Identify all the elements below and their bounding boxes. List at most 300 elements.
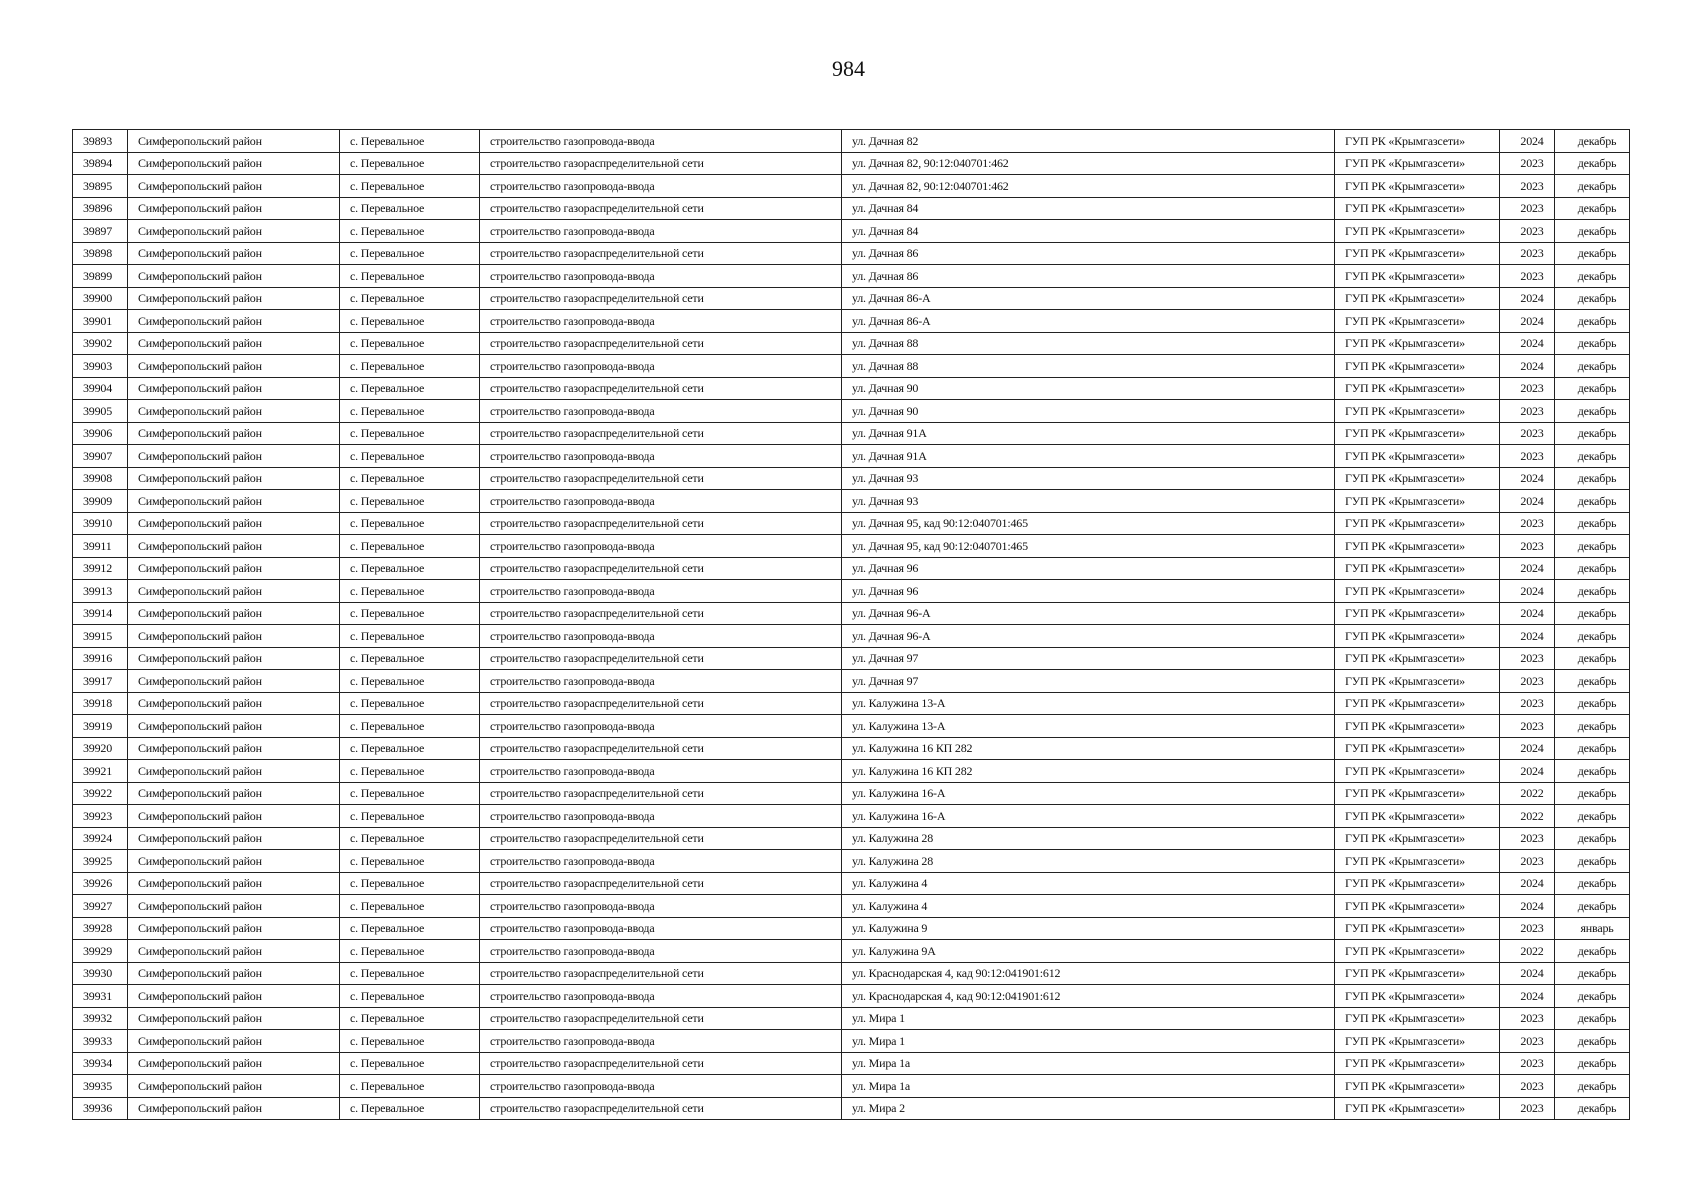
table-row — [73, 265, 1630, 288]
settlement-cell: с. Перевальное — [340, 130, 480, 153]
month-cell: декабрь — [1555, 1097, 1630, 1120]
row-number-cell: 39921 — [73, 760, 128, 783]
month-cell: декабрь — [1555, 1052, 1630, 1075]
district-cell: Симферопольский район — [128, 310, 340, 333]
organization-cell: ГУП РК «Крымгазсети» — [1335, 355, 1500, 378]
address-cell: ул. Дачная 93 — [842, 467, 1335, 490]
year-cell: 2022 — [1500, 805, 1555, 828]
district-cell: Симферопольский район — [128, 602, 340, 625]
table-row — [73, 647, 1630, 670]
settlement-cell: с. Перевальное — [340, 265, 480, 288]
year-cell: 2023 — [1500, 1007, 1555, 1030]
settlement-cell: с. Перевальное — [340, 512, 480, 535]
table-row — [73, 490, 1630, 513]
address-cell: ул. Дачная 95, кад 90:12:040701:465 — [842, 512, 1335, 535]
table-row — [73, 917, 1630, 940]
district-cell: Симферопольский район — [128, 512, 340, 535]
work-type-cell: строительство газораспределительной сети — [480, 287, 842, 310]
settlement-cell: с. Перевальное — [340, 445, 480, 468]
table-row — [73, 197, 1630, 220]
settlement-cell: с. Перевальное — [340, 985, 480, 1008]
row-number-cell: 39904 — [73, 377, 128, 400]
row-number-cell: 39922 — [73, 782, 128, 805]
address-cell: ул. Дачная 84 — [842, 220, 1335, 243]
work-type-cell: строительство газопровода-ввода — [480, 985, 842, 1008]
address-cell: ул. Дачная 86-А — [842, 310, 1335, 333]
row-number-cell: 39930 — [73, 962, 128, 985]
settlement-cell: с. Перевальное — [340, 962, 480, 985]
district-cell: Симферопольский район — [128, 242, 340, 265]
table-row — [73, 355, 1630, 378]
table-row — [73, 580, 1630, 603]
district-cell: Симферопольский район — [128, 287, 340, 310]
organization-cell: ГУП РК «Крымгазсети» — [1335, 422, 1500, 445]
table-row — [73, 557, 1630, 580]
registry-table — [72, 129, 1630, 1120]
table-row — [73, 400, 1630, 423]
row-number-cell: 39927 — [73, 895, 128, 918]
month-cell: декабрь — [1555, 355, 1630, 378]
address-cell: ул. Калужина 16-А — [842, 782, 1335, 805]
address-cell: ул. Мира 1 — [842, 1030, 1335, 1053]
year-cell: 2023 — [1500, 535, 1555, 558]
year-cell: 2023 — [1500, 827, 1555, 850]
table-row — [73, 1052, 1630, 1075]
table-row — [73, 872, 1630, 895]
year-cell: 2022 — [1500, 940, 1555, 963]
settlement-cell: с. Перевальное — [340, 602, 480, 625]
settlement-cell: с. Перевальное — [340, 715, 480, 738]
organization-cell: ГУП РК «Крымгазсети» — [1335, 400, 1500, 423]
settlement-cell: с. Перевальное — [340, 152, 480, 175]
organization-cell: ГУП РК «Крымгазсети» — [1335, 130, 1500, 153]
work-type-cell: строительство газораспределительной сети — [480, 1097, 842, 1120]
organization-cell: ГУП РК «Крымгазсети» — [1335, 467, 1500, 490]
settlement-cell: с. Перевальное — [340, 332, 480, 355]
settlement-cell: с. Перевальное — [340, 580, 480, 603]
year-cell: 2024 — [1500, 602, 1555, 625]
row-number-cell: 39894 — [73, 152, 128, 175]
district-cell: Симферопольский район — [128, 985, 340, 1008]
district-cell: Симферопольский район — [128, 332, 340, 355]
address-cell: ул. Дачная 86 — [842, 265, 1335, 288]
row-number-cell: 39917 — [73, 670, 128, 693]
district-cell: Симферопольский район — [128, 152, 340, 175]
month-cell: декабрь — [1555, 737, 1630, 760]
row-number-cell: 39928 — [73, 917, 128, 940]
table-row — [73, 332, 1630, 355]
organization-cell: ГУП РК «Крымгазсети» — [1335, 1030, 1500, 1053]
organization-cell: ГУП РК «Крымгазсети» — [1335, 310, 1500, 333]
organization-cell: ГУП РК «Крымгазсети» — [1335, 647, 1500, 670]
address-cell: ул. Калужина 9 — [842, 917, 1335, 940]
work-type-cell: строительство газопровода-ввода — [480, 400, 842, 423]
table-row — [73, 1007, 1630, 1030]
month-cell: декабрь — [1555, 715, 1630, 738]
year-cell: 2023 — [1500, 1030, 1555, 1053]
organization-cell: ГУП РК «Крымгазсети» — [1335, 242, 1500, 265]
table-row — [73, 737, 1630, 760]
work-type-cell: строительство газопровода-ввода — [480, 850, 842, 873]
work-type-cell: строительство газопровода-ввода — [480, 625, 842, 648]
month-cell: декабрь — [1555, 377, 1630, 400]
district-cell: Симферопольский район — [128, 490, 340, 513]
address-cell: ул. Мира 2 — [842, 1097, 1335, 1120]
organization-cell: ГУП РК «Крымгазсети» — [1335, 197, 1500, 220]
year-cell: 2023 — [1500, 692, 1555, 715]
year-cell: 2023 — [1500, 242, 1555, 265]
work-type-cell: строительство газопровода-ввода — [480, 355, 842, 378]
month-cell: декабрь — [1555, 445, 1630, 468]
address-cell: ул. Краснодарская 4, кад 90:12:041901:612 — [842, 962, 1335, 985]
address-cell: ул. Дачная 96-А — [842, 625, 1335, 648]
work-type-cell: строительство газопровода-ввода — [480, 760, 842, 783]
settlement-cell: с. Перевальное — [340, 737, 480, 760]
month-cell: декабрь — [1555, 760, 1630, 783]
district-cell: Симферопольский район — [128, 1097, 340, 1120]
organization-cell: ГУП РК «Крымгазсети» — [1335, 490, 1500, 513]
organization-cell: ГУП РК «Крымгазсети» — [1335, 1097, 1500, 1120]
organization-cell: ГУП РК «Крымгазсети» — [1335, 715, 1500, 738]
address-cell: ул. Мира 1а — [842, 1075, 1335, 1098]
district-cell: Симферопольский район — [128, 782, 340, 805]
month-cell: декабрь — [1555, 647, 1630, 670]
settlement-cell: с. Перевальное — [340, 782, 480, 805]
month-cell: декабрь — [1555, 265, 1630, 288]
work-type-cell: строительство газопровода-ввода — [480, 917, 842, 940]
table-row — [73, 1075, 1630, 1098]
settlement-cell: с. Перевальное — [340, 850, 480, 873]
work-type-cell: строительство газораспределительной сети — [480, 782, 842, 805]
table-row — [73, 512, 1630, 535]
table-row — [73, 850, 1630, 873]
district-cell: Симферопольский район — [128, 265, 340, 288]
table-row — [73, 985, 1630, 1008]
work-type-cell: строительство газопровода-ввода — [480, 490, 842, 513]
district-cell: Симферопольский район — [128, 715, 340, 738]
district-cell: Симферопольский район — [128, 850, 340, 873]
district-cell: Симферопольский район — [128, 1007, 340, 1030]
district-cell: Симферопольский район — [128, 1030, 340, 1053]
address-cell: ул. Калужина 16-А — [842, 805, 1335, 828]
row-number-cell: 39929 — [73, 940, 128, 963]
row-number-cell: 39898 — [73, 242, 128, 265]
district-cell: Симферопольский район — [128, 220, 340, 243]
year-cell: 2023 — [1500, 152, 1555, 175]
table-row — [73, 445, 1630, 468]
month-cell: декабрь — [1555, 310, 1630, 333]
table-row — [73, 625, 1630, 648]
district-cell: Симферопольский район — [128, 467, 340, 490]
month-cell: декабрь — [1555, 220, 1630, 243]
table-row — [73, 692, 1630, 715]
year-cell: 2023 — [1500, 377, 1555, 400]
month-cell: январь — [1555, 917, 1630, 940]
table-row — [73, 242, 1630, 265]
settlement-cell: с. Перевальное — [340, 197, 480, 220]
year-cell: 2024 — [1500, 625, 1555, 648]
work-type-cell: строительство газораспределительной сети — [480, 1007, 842, 1030]
month-cell: декабрь — [1555, 557, 1630, 580]
address-cell: ул. Дачная 96-А — [842, 602, 1335, 625]
address-cell: ул. Дачная 84 — [842, 197, 1335, 220]
table-row — [73, 1030, 1630, 1053]
year-cell: 2023 — [1500, 647, 1555, 670]
district-cell: Симферопольский район — [128, 827, 340, 850]
district-cell: Симферопольский район — [128, 175, 340, 198]
address-cell: ул. Дачная 82, 90:12:040701:462 — [842, 152, 1335, 175]
district-cell: Симферопольский район — [128, 557, 340, 580]
address-cell: ул. Дачная 95, кад 90:12:040701:465 — [842, 535, 1335, 558]
settlement-cell: с. Перевальное — [340, 1052, 480, 1075]
work-type-cell: строительство газораспределительной сети — [480, 1052, 842, 1075]
address-cell: ул. Дачная 93 — [842, 490, 1335, 513]
settlement-cell: с. Перевальное — [340, 422, 480, 445]
month-cell: декабрь — [1555, 467, 1630, 490]
year-cell: 2024 — [1500, 467, 1555, 490]
month-cell: декабрь — [1555, 535, 1630, 558]
work-type-cell: строительство газораспределительной сети — [480, 692, 842, 715]
work-type-cell: строительство газораспределительной сети — [480, 332, 842, 355]
address-cell: ул. Дачная 90 — [842, 377, 1335, 400]
district-cell: Симферопольский район — [128, 962, 340, 985]
row-number-cell: 39906 — [73, 422, 128, 445]
organization-cell: ГУП РК «Крымгазсети» — [1335, 152, 1500, 175]
district-cell: Симферопольский район — [128, 895, 340, 918]
address-cell: ул. Калужина 9А — [842, 940, 1335, 963]
table-row — [73, 962, 1630, 985]
settlement-cell: с. Перевальное — [340, 490, 480, 513]
district-cell: Симферопольский район — [128, 1052, 340, 1075]
district-cell: Симферопольский район — [128, 805, 340, 828]
address-cell: ул. Калужина 13-А — [842, 692, 1335, 715]
district-cell: Симферопольский район — [128, 535, 340, 558]
table-row — [73, 467, 1630, 490]
row-number-cell: 39893 — [73, 130, 128, 153]
organization-cell: ГУП РК «Крымгазсети» — [1335, 962, 1500, 985]
month-cell: декабрь — [1555, 242, 1630, 265]
organization-cell: ГУП РК «Крымгазсети» — [1335, 850, 1500, 873]
work-type-cell: строительство газораспределительной сети — [480, 827, 842, 850]
table-row — [73, 670, 1630, 693]
address-cell: ул. Калужина 4 — [842, 872, 1335, 895]
district-cell: Симферопольский район — [128, 400, 340, 423]
address-cell: ул. Калужина 28 — [842, 827, 1335, 850]
organization-cell: ГУП РК «Крымгазсети» — [1335, 535, 1500, 558]
month-cell: декабрь — [1555, 962, 1630, 985]
work-type-cell: строительство газораспределительной сети — [480, 377, 842, 400]
organization-cell: ГУП РК «Крымгазсети» — [1335, 805, 1500, 828]
year-cell: 2024 — [1500, 310, 1555, 333]
month-cell: декабрь — [1555, 422, 1630, 445]
address-cell: ул. Дачная 90 — [842, 400, 1335, 423]
settlement-cell: с. Перевальное — [340, 287, 480, 310]
year-cell: 2024 — [1500, 760, 1555, 783]
year-cell: 2024 — [1500, 962, 1555, 985]
organization-cell: ГУП РК «Крымгазсети» — [1335, 985, 1500, 1008]
work-type-cell: строительство газопровода-ввода — [480, 805, 842, 828]
row-number-cell: 39900 — [73, 287, 128, 310]
address-cell: ул. Дачная 86 — [842, 242, 1335, 265]
settlement-cell: с. Перевальное — [340, 535, 480, 558]
row-number-cell: 39925 — [73, 850, 128, 873]
year-cell: 2023 — [1500, 1075, 1555, 1098]
district-cell: Симферопольский район — [128, 355, 340, 378]
district-cell: Симферопольский район — [128, 1075, 340, 1098]
table-row — [73, 377, 1630, 400]
row-number-cell: 39915 — [73, 625, 128, 648]
settlement-cell: с. Перевальное — [340, 760, 480, 783]
table-row — [73, 287, 1630, 310]
year-cell: 2023 — [1500, 265, 1555, 288]
month-cell: декабрь — [1555, 602, 1630, 625]
settlement-cell: с. Перевальное — [340, 355, 480, 378]
organization-cell: ГУП РК «Крымгазсети» — [1335, 377, 1500, 400]
work-type-cell: строительство газораспределительной сети — [480, 557, 842, 580]
district-cell: Симферопольский район — [128, 737, 340, 760]
year-cell: 2024 — [1500, 490, 1555, 513]
work-type-cell: строительство газопровода-ввода — [480, 670, 842, 693]
month-cell: декабрь — [1555, 1075, 1630, 1098]
year-cell: 2023 — [1500, 917, 1555, 940]
row-number-cell: 39899 — [73, 265, 128, 288]
organization-cell: ГУП РК «Крымгазсети» — [1335, 445, 1500, 468]
month-cell: декабрь — [1555, 670, 1630, 693]
settlement-cell: с. Перевальное — [340, 377, 480, 400]
year-cell: 2024 — [1500, 355, 1555, 378]
row-number-cell: 39895 — [73, 175, 128, 198]
work-type-cell: строительство газопровода-ввода — [480, 175, 842, 198]
district-cell: Симферопольский район — [128, 917, 340, 940]
month-cell: декабрь — [1555, 490, 1630, 513]
address-cell: ул. Дачная 86-А — [842, 287, 1335, 310]
settlement-cell: с. Перевальное — [340, 692, 480, 715]
year-cell: 2024 — [1500, 557, 1555, 580]
table-row — [73, 220, 1630, 243]
organization-cell: ГУП РК «Крымгазсети» — [1335, 1052, 1500, 1075]
settlement-cell: с. Перевальное — [340, 895, 480, 918]
work-type-cell: строительство газораспределительной сети — [480, 467, 842, 490]
settlement-cell: с. Перевальное — [340, 400, 480, 423]
work-type-cell: строительство газопровода-ввода — [480, 445, 842, 468]
address-cell: ул. Калужина 13-А — [842, 715, 1335, 738]
year-cell: 2023 — [1500, 400, 1555, 423]
organization-cell: ГУП РК «Крымгазсети» — [1335, 872, 1500, 895]
work-type-cell: строительство газопровода-ввода — [480, 535, 842, 558]
address-cell: ул. Мира 1а — [842, 1052, 1335, 1075]
district-cell: Симферопольский район — [128, 130, 340, 153]
work-type-cell: строительство газораспределительной сети — [480, 872, 842, 895]
row-number-cell: 39935 — [73, 1075, 128, 1098]
year-cell: 2023 — [1500, 445, 1555, 468]
month-cell: декабрь — [1555, 400, 1630, 423]
district-cell: Симферопольский район — [128, 692, 340, 715]
table-row — [73, 760, 1630, 783]
organization-cell: ГУП РК «Крымгазсети» — [1335, 737, 1500, 760]
month-cell: декабрь — [1555, 512, 1630, 535]
row-number-cell: 39933 — [73, 1030, 128, 1053]
row-number-cell: 39910 — [73, 512, 128, 535]
address-cell: ул. Дачная 91А — [842, 445, 1335, 468]
row-number-cell: 39932 — [73, 1007, 128, 1030]
work-type-cell: строительство газопровода-ввода — [480, 580, 842, 603]
work-type-cell: строительство газопровода-ввода — [480, 940, 842, 963]
district-cell: Симферопольский район — [128, 760, 340, 783]
month-cell: декабрь — [1555, 197, 1630, 220]
row-number-cell: 39903 — [73, 355, 128, 378]
row-number-cell: 39918 — [73, 692, 128, 715]
table-row — [73, 535, 1630, 558]
organization-cell: ГУП РК «Крымгазсети» — [1335, 760, 1500, 783]
settlement-cell: с. Перевальное — [340, 805, 480, 828]
organization-cell: ГУП РК «Крымгазсети» — [1335, 625, 1500, 648]
settlement-cell: с. Перевальное — [340, 1007, 480, 1030]
row-number-cell: 39907 — [73, 445, 128, 468]
organization-cell: ГУП РК «Крымгазсети» — [1335, 1007, 1500, 1030]
row-number-cell: 39923 — [73, 805, 128, 828]
month-cell: декабрь — [1555, 175, 1630, 198]
row-number-cell: 39913 — [73, 580, 128, 603]
row-number-cell: 39924 — [73, 827, 128, 850]
settlement-cell: с. Перевальное — [340, 647, 480, 670]
row-number-cell: 39901 — [73, 310, 128, 333]
organization-cell: ГУП РК «Крымгазсети» — [1335, 512, 1500, 535]
year-cell: 2024 — [1500, 985, 1555, 1008]
row-number-cell: 39916 — [73, 647, 128, 670]
month-cell: декабрь — [1555, 152, 1630, 175]
organization-cell: ГУП РК «Крымгазсети» — [1335, 602, 1500, 625]
district-cell: Симферопольский район — [128, 625, 340, 648]
work-type-cell: строительство газораспределительной сети — [480, 962, 842, 985]
month-cell: декабрь — [1555, 827, 1630, 850]
year-cell: 2024 — [1500, 287, 1555, 310]
month-cell: декабрь — [1555, 782, 1630, 805]
page-number: 984 — [832, 56, 865, 81]
district-cell: Симферопольский район — [128, 670, 340, 693]
month-cell: декабрь — [1555, 872, 1630, 895]
year-cell: 2023 — [1500, 220, 1555, 243]
month-cell: декабрь — [1555, 895, 1630, 918]
row-number-cell: 39936 — [73, 1097, 128, 1120]
work-type-cell: строительство газораспределительной сети — [480, 152, 842, 175]
address-cell: ул. Дачная 82 — [842, 130, 1335, 153]
address-cell: ул. Дачная 82, 90:12:040701:462 — [842, 175, 1335, 198]
work-type-cell: строительство газопровода-ввода — [480, 1030, 842, 1053]
address-cell: ул. Дачная 88 — [842, 355, 1335, 378]
year-cell: 2024 — [1500, 332, 1555, 355]
year-cell: 2023 — [1500, 850, 1555, 873]
organization-cell: ГУП РК «Крымгазсети» — [1335, 940, 1500, 963]
registry-body — [73, 130, 1630, 1120]
table-row — [73, 422, 1630, 445]
organization-cell: ГУП РК «Крымгазсети» — [1335, 782, 1500, 805]
settlement-cell: с. Перевальное — [340, 242, 480, 265]
work-type-cell: строительство газопровода-ввода — [480, 130, 842, 153]
address-cell: ул. Дачная 97 — [842, 647, 1335, 670]
work-type-cell: строительство газопровода-ввода — [480, 895, 842, 918]
table-row — [73, 715, 1630, 738]
row-number-cell: 39934 — [73, 1052, 128, 1075]
row-number-cell: 39931 — [73, 985, 128, 1008]
work-type-cell: строительство газораспределительной сети — [480, 197, 842, 220]
settlement-cell: с. Перевальное — [340, 670, 480, 693]
row-number-cell: 39908 — [73, 467, 128, 490]
year-cell: 2023 — [1500, 422, 1555, 445]
address-cell: ул. Калужина 4 — [842, 895, 1335, 918]
year-cell: 2024 — [1500, 130, 1555, 153]
settlement-cell: с. Перевальное — [340, 940, 480, 963]
settlement-cell: с. Перевальное — [340, 917, 480, 940]
